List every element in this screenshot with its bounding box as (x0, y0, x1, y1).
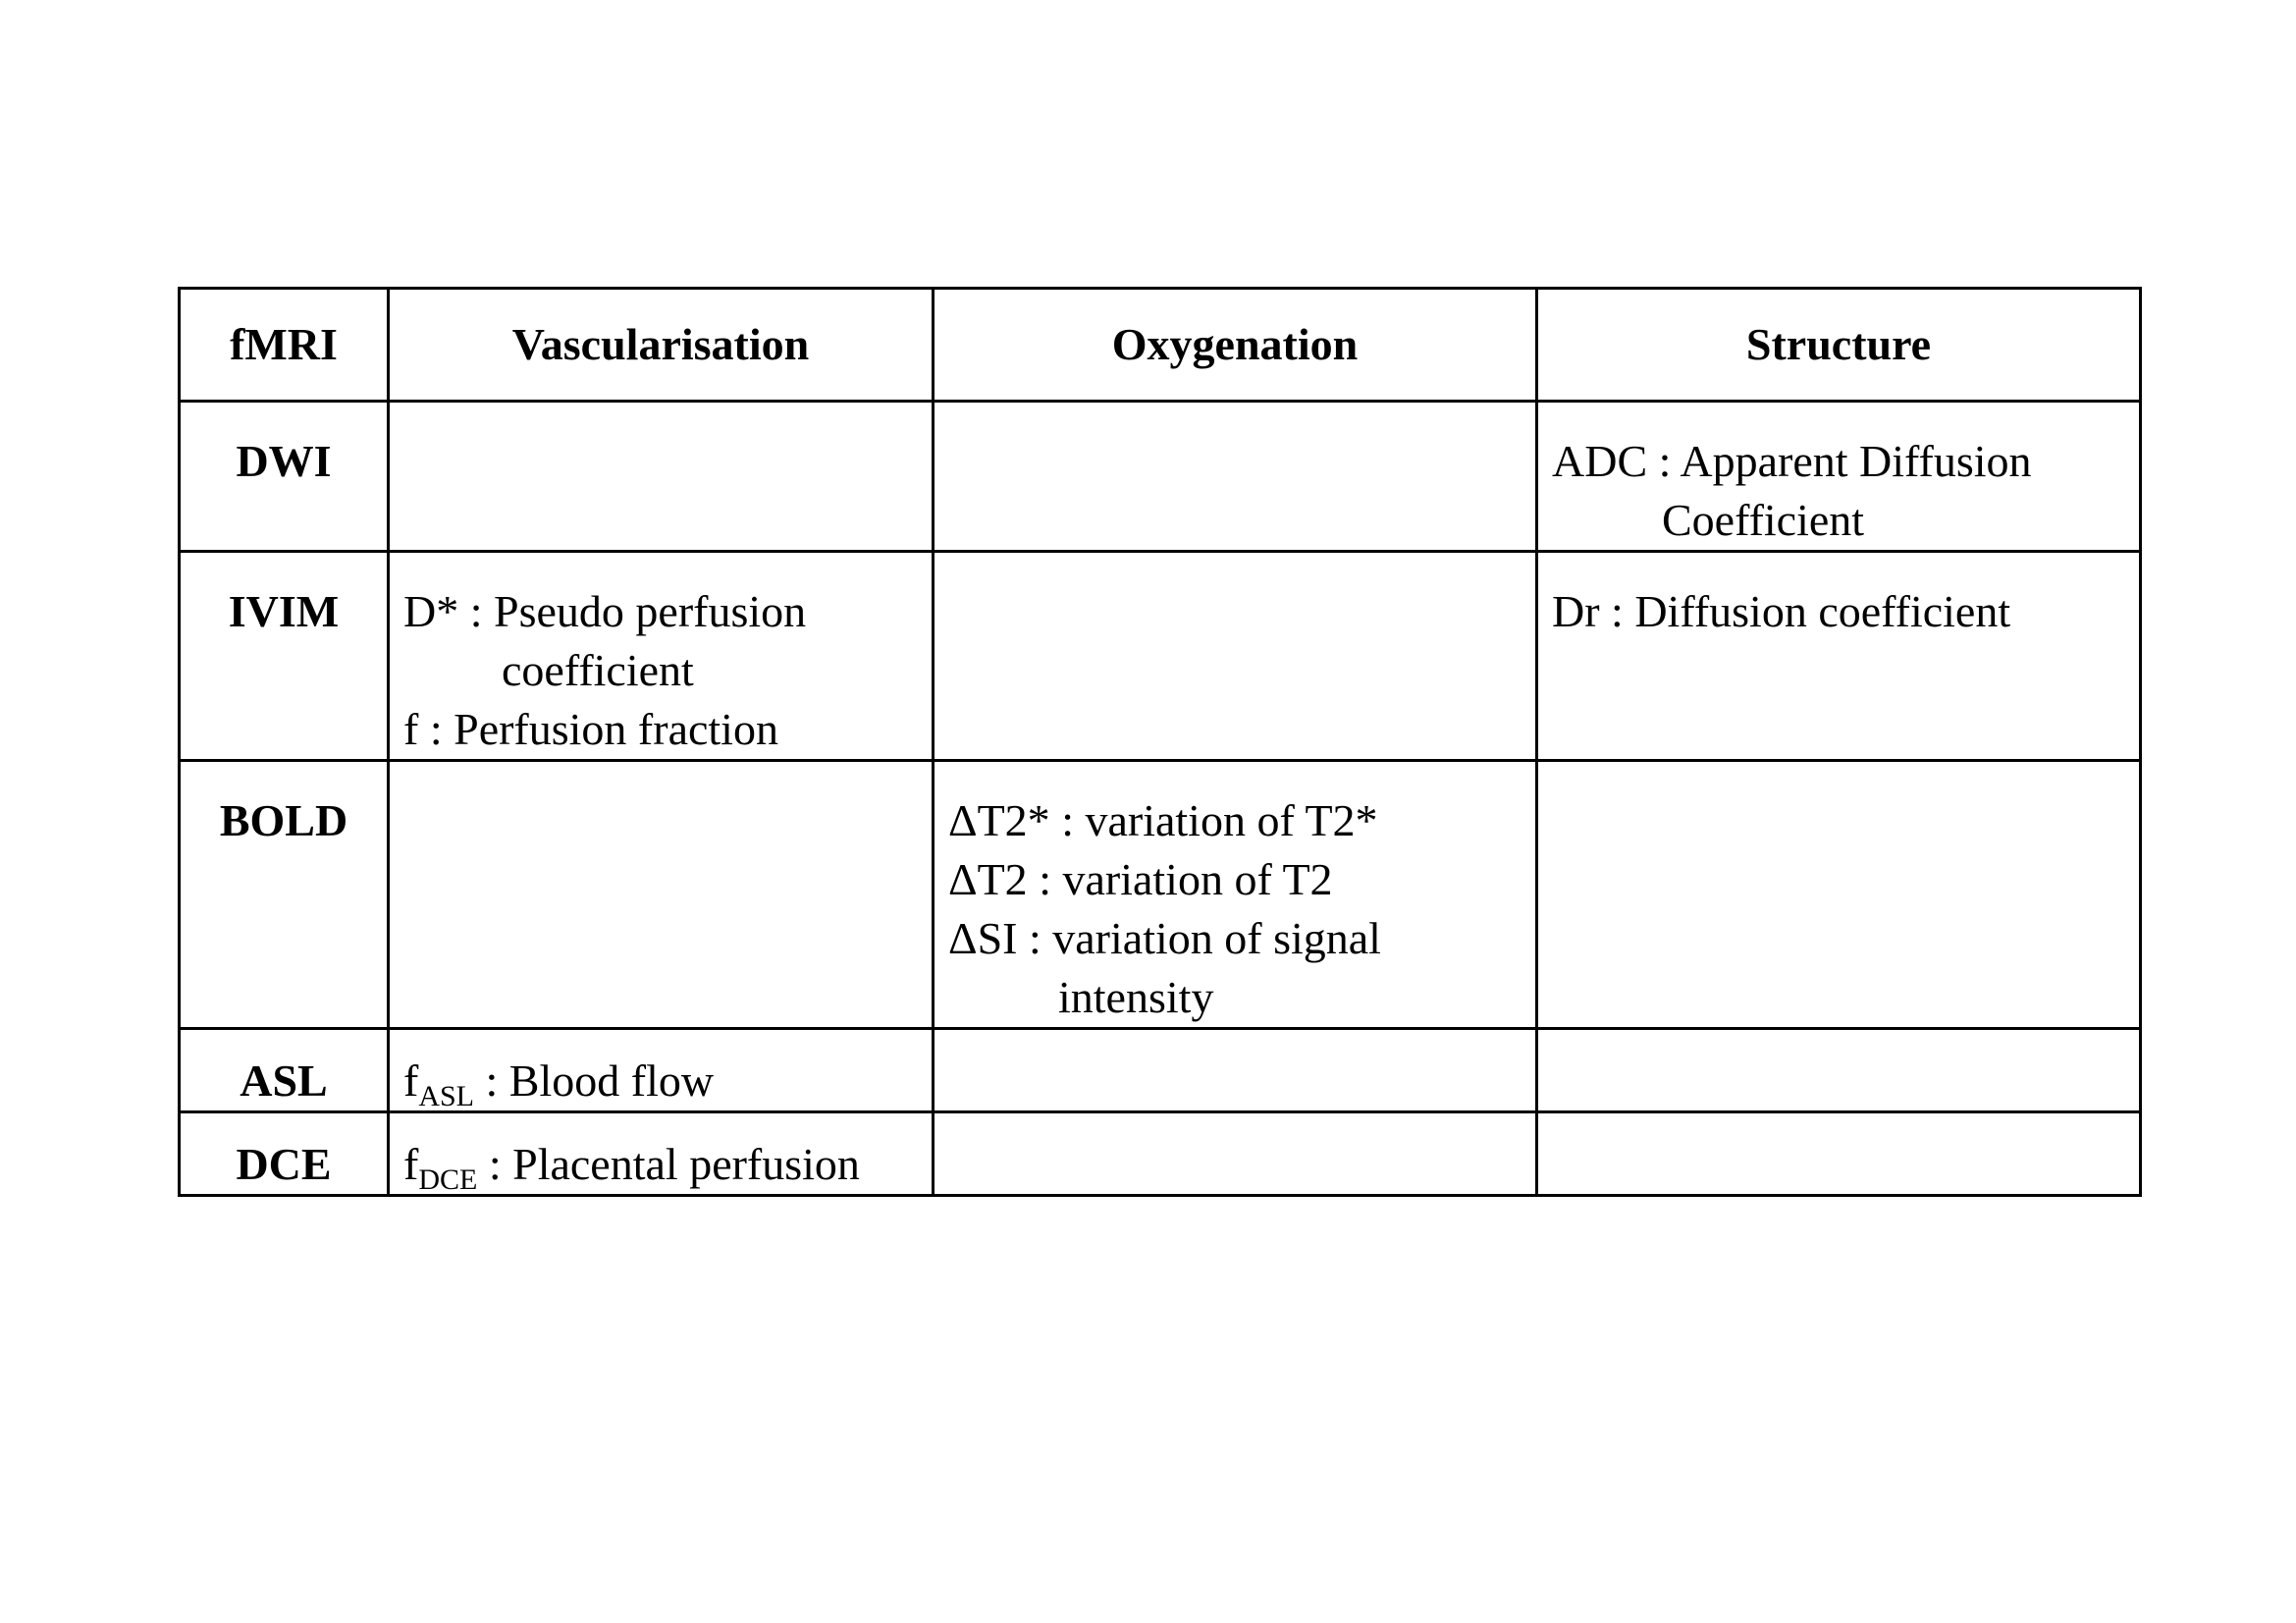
parameter-symbol: ΔSI (948, 913, 1018, 963)
parameter-symbol: Dr (1552, 586, 1600, 636)
cell-ivim-structure (1537, 552, 2141, 761)
parameter-symbol: ADC (1552, 436, 1648, 486)
table-row-dce (180, 1112, 2141, 1196)
cell-dwi-vascularisation (389, 402, 934, 552)
parameter-entry (948, 909, 1525, 1027)
table-row-ivim (180, 552, 2141, 761)
parameter-description: variation of T2* (1085, 795, 1378, 845)
parameter-separator: : (1027, 854, 1063, 904)
parameter-entry (1552, 582, 2129, 641)
parameter-separator: : (1599, 586, 1635, 636)
parameter-separator: : (1647, 436, 1681, 486)
parameter-separator: : (458, 586, 495, 636)
fmri-parameters-table (178, 287, 2142, 1197)
row-header-dwi: DWI (180, 402, 389, 552)
cell-bold-structure (1537, 761, 2141, 1029)
table-row-asl (180, 1029, 2141, 1112)
parameter-symbol: f (403, 1139, 419, 1189)
parameter-description: Diffusion coefficient (1634, 586, 2011, 636)
table-row-dwi (180, 402, 2141, 552)
parameter-entry (403, 700, 922, 759)
parameter-separator: : (474, 1055, 509, 1106)
parameter-separator: : (1049, 795, 1086, 845)
parameter-separator: : (1017, 913, 1053, 963)
parameter-subscript: ASL (418, 1080, 475, 1112)
parameter-symbol: f (403, 704, 419, 754)
cell-asl-oxygenation (934, 1029, 1537, 1112)
cell-dce-vascularisation (389, 1112, 934, 1196)
parameter-symbol: D* (403, 586, 459, 636)
parameter-entry (948, 791, 1525, 850)
parameter-description: Blood flow (508, 1055, 715, 1106)
parameter-entry (1552, 432, 2129, 550)
parameter-description: variation of signal intensity (1052, 913, 1381, 1022)
parameter-entry (403, 582, 922, 700)
cell-dwi-structure (1537, 402, 2141, 552)
parameter-description: Apparent Diffusion Coefficient (1662, 436, 2032, 545)
table-row-bold (180, 761, 2141, 1029)
row-header-bold: BOLD (180, 761, 389, 1029)
parameter-entry (403, 1052, 922, 1110)
cell-asl-vascularisation (389, 1029, 934, 1112)
cell-bold-oxygenation (934, 761, 1537, 1029)
parameter-description: Placental perfusion (512, 1139, 860, 1189)
cell-bold-vascularisation (389, 761, 934, 1029)
parameter-description: variation of T2 (1062, 854, 1333, 904)
cell-ivim-vascularisation (389, 552, 934, 761)
cell-dce-structure (1537, 1112, 2141, 1196)
row-header-dce: DCE (180, 1112, 389, 1196)
parameter-description: Perfusion fraction (454, 704, 778, 754)
parameter-symbol: ΔT2 (948, 854, 1028, 904)
column-header-structure: Structure (1537, 289, 2141, 402)
parameter-symbol: f (403, 1055, 419, 1106)
parameter-entry (948, 850, 1525, 909)
parameter-separator: : (418, 704, 454, 754)
parameter-separator: : (477, 1139, 513, 1189)
cell-asl-structure (1537, 1029, 2141, 1112)
cell-dwi-oxygenation (934, 402, 1537, 552)
row-header-asl: ASL (180, 1029, 389, 1112)
parameter-description: Pseudo perfusion coefficient (494, 586, 807, 695)
parameter-symbol: ΔT2* (948, 795, 1050, 845)
cell-ivim-oxygenation (934, 552, 1537, 761)
column-header-technique: fMRI (180, 289, 389, 402)
row-header-ivim: IVIM (180, 552, 389, 761)
column-header-vascularisation: Vascularisation (389, 289, 934, 402)
header-row (180, 289, 2141, 402)
cell-dce-oxygenation (934, 1112, 1537, 1196)
column-header-oxygenation: Oxygenation (934, 289, 1537, 402)
parameter-subscript: DCE (418, 1163, 478, 1196)
parameter-entry (403, 1135, 922, 1194)
